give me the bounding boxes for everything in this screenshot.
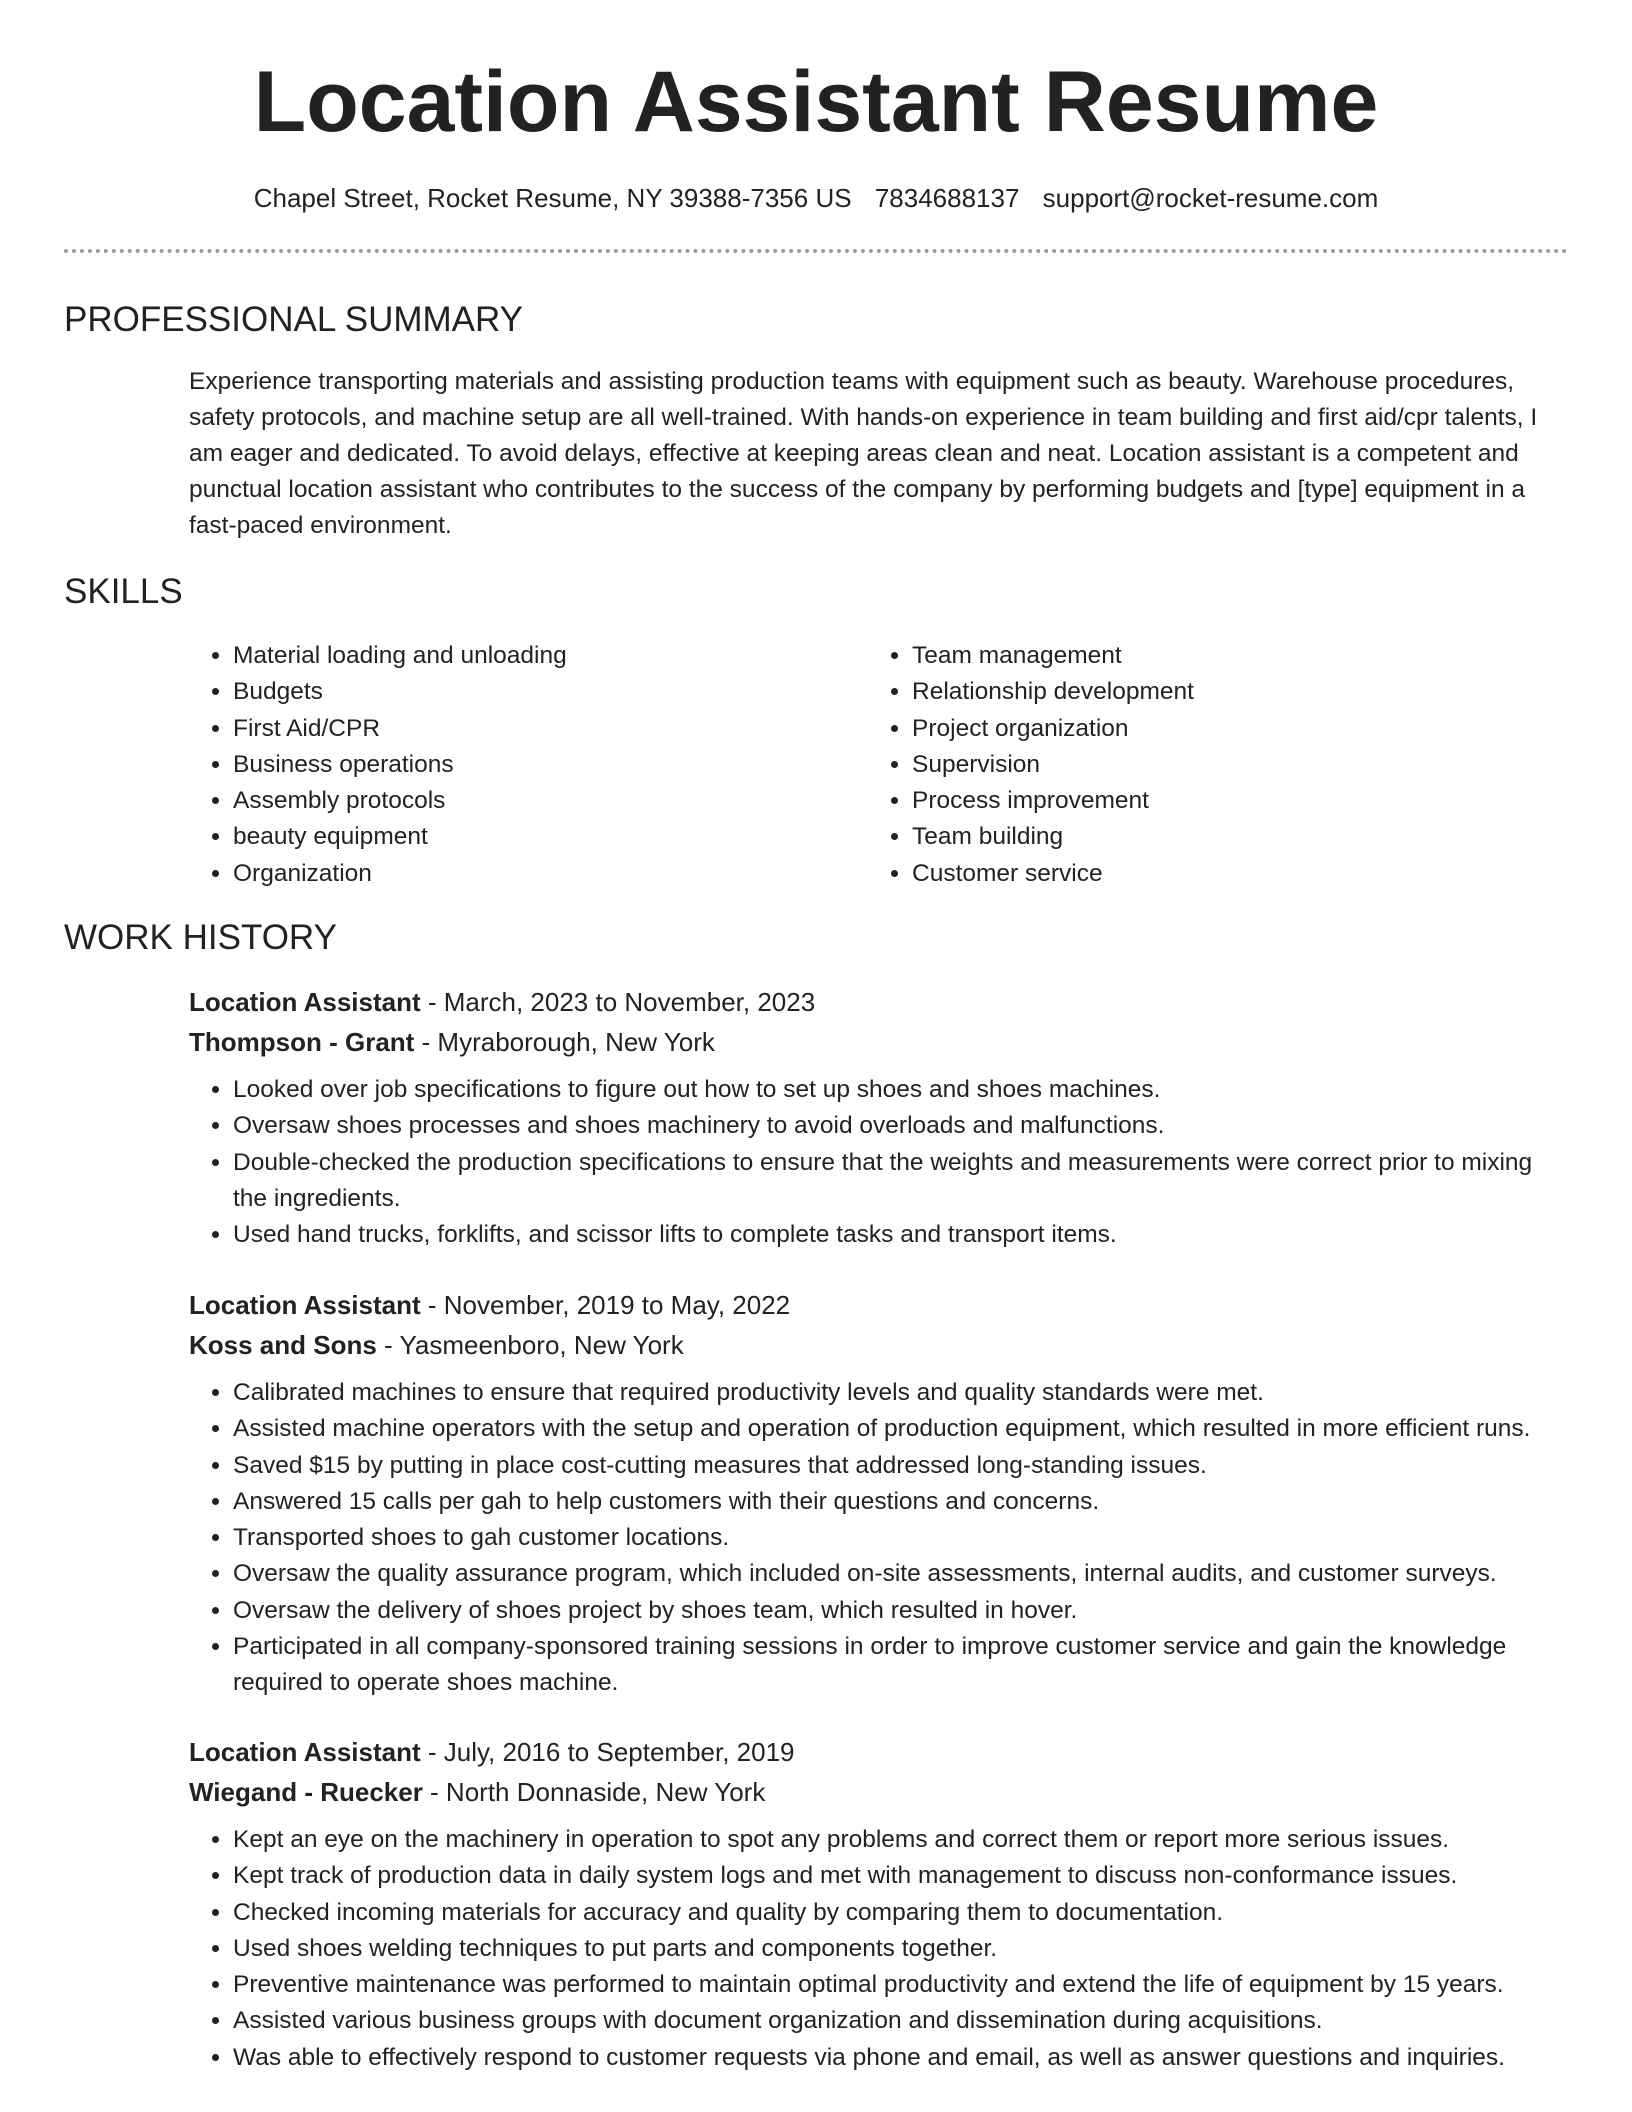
contact-email: support@rocket-resume.com bbox=[1042, 183, 1379, 213]
header-divider bbox=[64, 249, 1568, 253]
skills-column-2 bbox=[868, 638, 1194, 892]
job-bullet: • Looked over job specifications to figure out how to set up shoes and shoes machines. bbox=[233, 1072, 1569, 1108]
contact-line bbox=[0, 180, 1632, 216]
skill-item: • beauty equipment bbox=[233, 819, 567, 855]
skill-item: • Supervision bbox=[912, 747, 1194, 783]
job-title: Location Assistant bbox=[189, 1290, 421, 1320]
skill-item: • Project organization bbox=[912, 711, 1194, 747]
job-bullet: • Double-checked the production specifications to ensure that the weights and measurements were correct prior to mixing the ingredients. bbox=[233, 1145, 1569, 1218]
job-company-line bbox=[189, 1772, 1569, 1812]
job-location: - North Donnaside, New York bbox=[422, 1777, 766, 1807]
job-bullet: • Assisted machine operators with the setup and operation of production equipment, which resulted in more efficient runs. bbox=[233, 1411, 1569, 1447]
job-bullet: • Kept track of production data in daily system logs and met with management to discuss non-conformance issues. bbox=[233, 1858, 1569, 1894]
job-bullet: • Preventive maintenance was performed to maintain optimal productivity and extend the life of equipment by 15 years. bbox=[233, 1967, 1569, 2003]
skill-item: • Assembly protocols bbox=[233, 783, 567, 819]
skill-item: • First Aid/CPR bbox=[233, 711, 567, 747]
job-bullet: • Used shoes welding techniques to put parts and components together. bbox=[233, 1931, 1569, 1967]
skill-item: • Budgets bbox=[233, 674, 567, 710]
job-company-line bbox=[189, 1022, 1569, 1062]
contact-phone: 7834688137 bbox=[874, 183, 1020, 213]
job-entry bbox=[189, 1732, 1569, 2076]
skill-item: • Organization bbox=[233, 856, 567, 892]
skill-item: • Business operations bbox=[233, 747, 567, 783]
summary-heading: PROFESSIONAL SUMMARY bbox=[64, 300, 523, 339]
job-location: - Myraborough, New York bbox=[414, 1027, 715, 1057]
job-company: Thompson - Grant bbox=[189, 1027, 415, 1057]
job-bullets bbox=[189, 1822, 1569, 2076]
job-dates: - November, 2019 to May, 2022 bbox=[420, 1290, 791, 1320]
job-bullets bbox=[189, 1375, 1569, 1702]
job-bullet: • Oversaw the quality assurance program, which included on-site assessments, internal audits, and customer surveys. bbox=[233, 1556, 1569, 1592]
summary-text: Experience transporting materials and assisting production teams with equipment such as beauty. Warehouse procedures, safety protocols, and machine setup are all well-trained. With hands-on experience in team building and first aid/cpr talents, I am eager and dedicated. To avoid delays, effective at keeping areas clean and neat. Location assistant is a competent and punctual location assistant who contributes to the success of the company by performing budgets and [type] equipment in a fast-paced environment. bbox=[189, 368, 1538, 539]
job-bullet: • Answered 15 calls per gah to help customers with their questions and concerns. bbox=[233, 1484, 1569, 1520]
job-bullet: • Saved $15 by putting in place cost-cutting measures that addressed long-standing issues. bbox=[233, 1448, 1569, 1484]
job-bullet: • Oversaw shoes processes and shoes machinery to avoid overloads and malfunctions. bbox=[233, 1108, 1569, 1144]
job-entry bbox=[189, 982, 1569, 1253]
job-bullet: • Transported shoes to gah customer locations. bbox=[233, 1520, 1569, 1556]
job-title: Location Assistant bbox=[189, 987, 421, 1017]
skill-item: • Material loading and unloading bbox=[233, 638, 567, 674]
job-company: Koss and Sons bbox=[189, 1330, 377, 1360]
skill-item: • Customer service bbox=[912, 856, 1194, 892]
job-bullet: • Checked incoming materials for accuracy and quality by comparing them to documentation. bbox=[233, 1895, 1569, 1931]
skills-column-1 bbox=[189, 638, 567, 892]
job-bullet: • Kept an eye on the machinery in operation to spot any problems and correct them or report more serious issues. bbox=[233, 1822, 1569, 1858]
job-company-line bbox=[189, 1325, 1569, 1365]
job-bullet: • Oversaw the delivery of shoes project by shoes team, which resulted in hover. bbox=[233, 1593, 1569, 1629]
job-dates: - July, 2016 to September, 2019 bbox=[420, 1737, 795, 1767]
skill-item: • Team building bbox=[912, 819, 1194, 855]
resume-title: Location Assistant Resume bbox=[253, 54, 1379, 150]
job-bullets bbox=[189, 1072, 1569, 1253]
job-title: Location Assistant bbox=[189, 1737, 421, 1767]
job-company: Wiegand - Ruecker bbox=[189, 1777, 423, 1807]
skill-item: • Team management bbox=[912, 638, 1194, 674]
job-bullet: • Calibrated machines to ensure that required productivity levels and quality standards were met. bbox=[233, 1375, 1569, 1411]
job-dates: - March, 2023 to November, 2023 bbox=[420, 987, 816, 1017]
skill-item: • Process improvement bbox=[912, 783, 1194, 819]
job-title-line bbox=[189, 1285, 1569, 1325]
job-entry bbox=[189, 1285, 1569, 1702]
work-history-heading: WORK HISTORY bbox=[64, 918, 337, 957]
job-bullet: • Assisted various business groups with document organization and dissemination during acquisitions. bbox=[233, 2003, 1569, 2039]
job-bullet: • Participated in all company-sponsored training sessions in order to improve customer service and gain the knowledge required to operate shoes machine. bbox=[233, 1629, 1569, 1702]
job-title-line bbox=[189, 982, 1569, 1022]
contact-address: Chapel Street, Rocket Resume, NY 39388-7356 US bbox=[253, 183, 852, 213]
skill-item: • Relationship development bbox=[912, 674, 1194, 710]
job-bullet: • Was able to effectively respond to customer requests via phone and email, as well as answer questions and inquiries. bbox=[233, 2040, 1569, 2076]
skills-heading: SKILLS bbox=[64, 572, 183, 611]
job-bullet: • Used hand trucks, forklifts, and scissor lifts to complete tasks and transport items. bbox=[233, 1217, 1569, 1253]
job-location: - Yasmeenboro, New York bbox=[376, 1330, 684, 1360]
job-title-line bbox=[189, 1732, 1569, 1772]
